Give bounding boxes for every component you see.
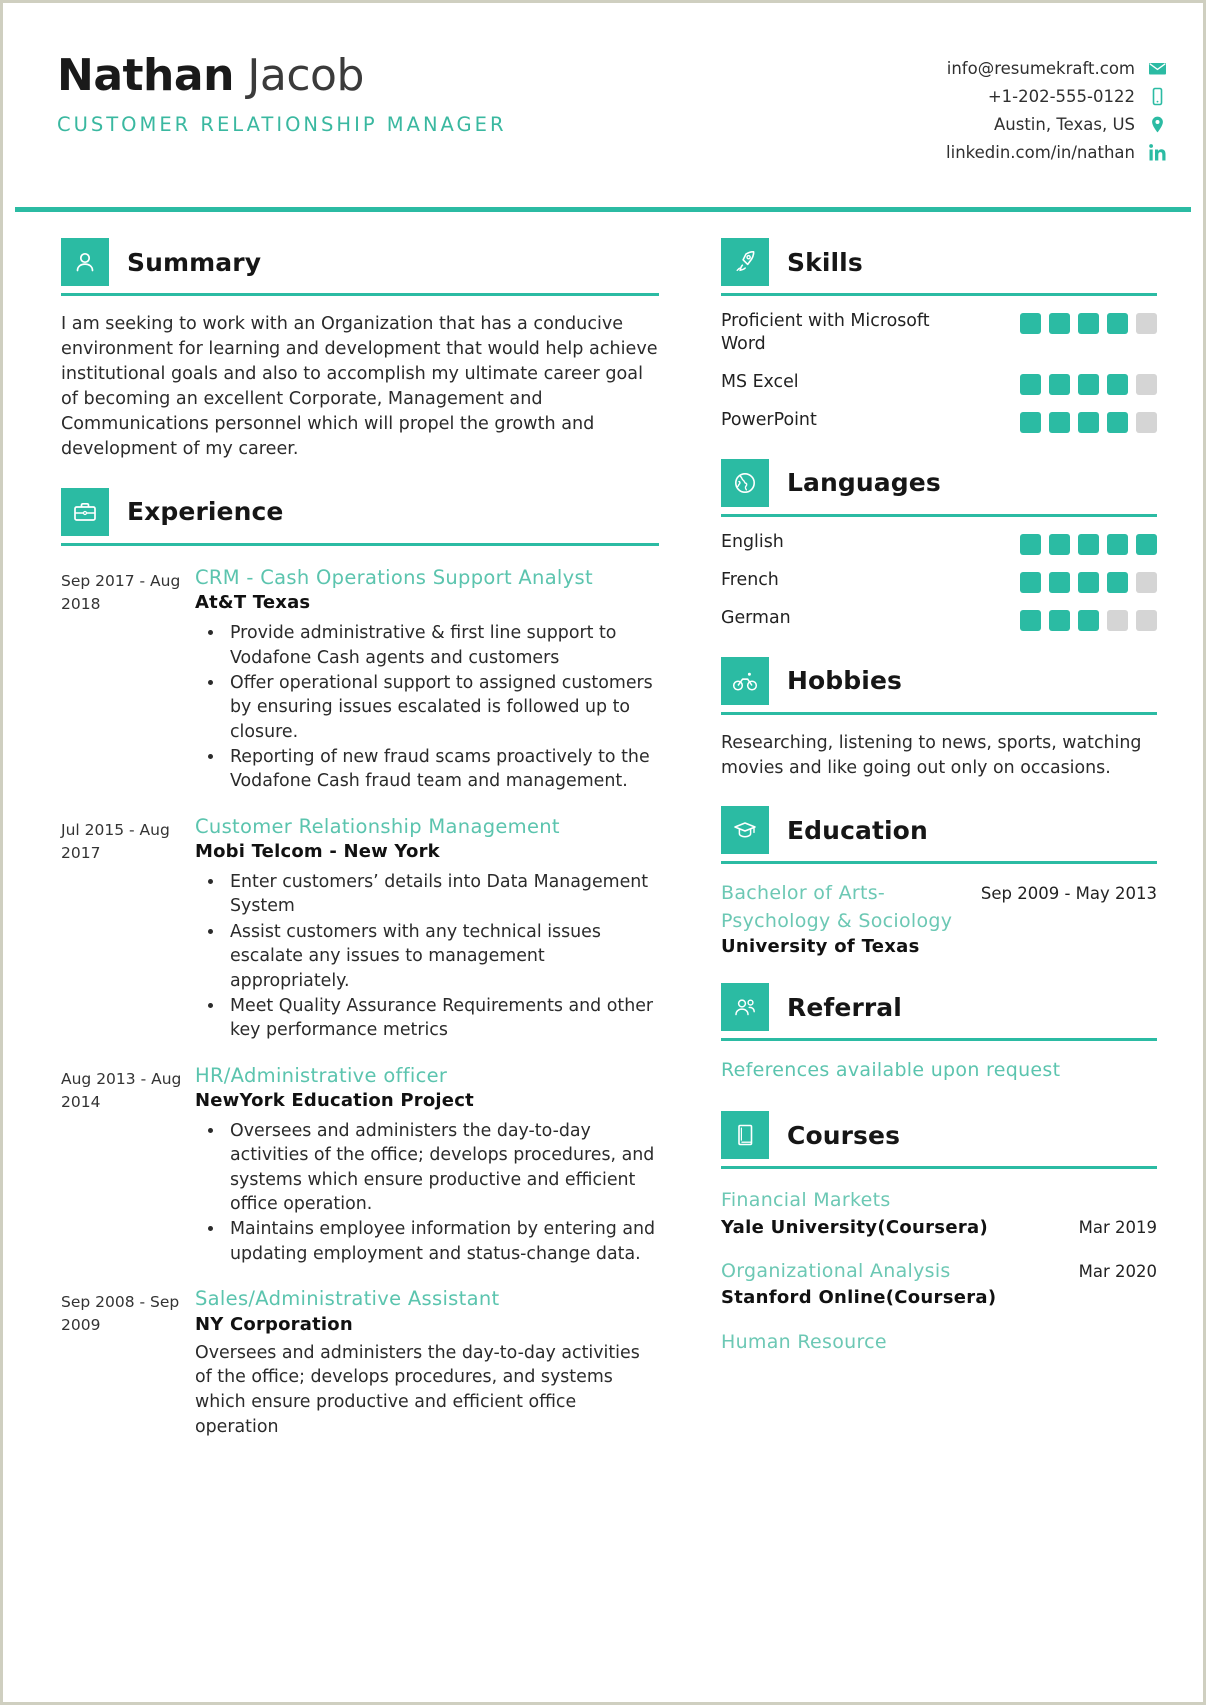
experience-item	[61, 815, 659, 1044]
skill-rating	[1020, 371, 1157, 395]
contact-email-value: info@resumekraft.com	[946, 59, 1135, 78]
resume-header	[3, 3, 1203, 200]
language-row	[721, 531, 1157, 555]
languages-header	[721, 459, 1157, 513]
experience-title: Experience	[127, 497, 284, 527]
section-languages	[721, 459, 1157, 631]
globe-icon	[721, 459, 769, 507]
experience-company: At&T Texas	[195, 592, 311, 614]
experience-company: Mobi Telcom - New York	[195, 841, 440, 863]
rating-square	[1020, 572, 1041, 593]
experience-body	[195, 1287, 659, 1439]
rating-square	[1136, 610, 1157, 631]
course-date: Mar 2020	[1078, 1262, 1157, 1282]
rating-square	[1049, 412, 1070, 433]
skills-rule	[721, 293, 1157, 296]
section-courses	[721, 1111, 1157, 1356]
summary-text: I am seeking to work with an Organization that has a conducive environment for learning and development that would help achieve institutional goals and also to accomplish my ultimate career goal of becoming an excellent Corporate, Management and Communications personnel which will propel the growth and development of my career.	[61, 314, 658, 459]
bicycle-icon	[721, 657, 769, 705]
experience-dates: Aug 2013 - Aug 2014	[61, 1069, 182, 1111]
experience-paragraph: Oversees and administers the day-to-day activities of the office; develops procedures, and systems which ensure productive and efficient office operation	[195, 1342, 640, 1437]
rating-square	[1020, 610, 1041, 631]
rating-square	[1136, 313, 1157, 334]
referral-text: References available upon request	[721, 1059, 1061, 1082]
experience-bullet: • Assist customers with any technical issues escalate any issues to management appropriately.	[225, 920, 659, 993]
experience-item	[61, 1064, 659, 1268]
course-item	[721, 1258, 1157, 1311]
experience-bullets	[225, 870, 659, 1043]
rating-square	[1107, 534, 1128, 555]
course-provider: Yale University(Coursera)	[721, 1216, 988, 1238]
rating-square	[1107, 572, 1128, 593]
languages-rule	[721, 514, 1157, 517]
experience-body	[195, 1064, 659, 1268]
rating-square	[1078, 374, 1099, 395]
contact-phone-value: +1-202-555-0122	[987, 87, 1135, 106]
resume-body	[3, 200, 1203, 1465]
rating-square	[1078, 610, 1099, 631]
section-education	[721, 806, 1157, 957]
course-provider: Stanford Online(Coursera)	[721, 1287, 997, 1309]
language-label: German	[721, 607, 791, 628]
rating-square	[1078, 572, 1099, 593]
skills-title: Skills	[787, 247, 863, 277]
experience-role: Customer Relationship Management	[195, 814, 560, 838]
experience-bullets	[225, 621, 659, 794]
languages-title: Languages	[787, 468, 941, 498]
skill-label: PowerPoint	[721, 409, 817, 430]
book-icon	[721, 1111, 769, 1159]
contact-location[interactable]	[994, 115, 1167, 134]
name-block	[57, 45, 507, 136]
experience-bullets	[225, 1119, 659, 1266]
rocket-icon	[721, 238, 769, 286]
course-name: Human Resource	[721, 1330, 887, 1353]
last-name: Jacob	[247, 50, 364, 101]
rating-square	[1078, 412, 1099, 433]
experience-body	[195, 566, 659, 795]
experience-dates: Sep 2008 - Sep 2009	[61, 1293, 180, 1335]
rating-square	[1107, 412, 1128, 433]
summary-rule	[61, 293, 659, 296]
experience-company: NY Corporation	[195, 1313, 353, 1335]
rating-square	[1049, 572, 1070, 593]
experience-bullet: • Oversees and administers the day-to-day activities of the office; develops procedures, and systems which ensure productive and efficient office operation.	[225, 1119, 659, 1216]
courses-rule	[721, 1166, 1157, 1169]
skill-rating	[1020, 310, 1157, 334]
experience-item	[61, 1287, 659, 1439]
contact-list	[946, 45, 1167, 162]
courses-title: Courses	[787, 1120, 901, 1150]
contact-phone[interactable]	[988, 87, 1167, 106]
rating-square	[1078, 313, 1099, 334]
experience-role: CRM - Cash Operations Support Analyst	[195, 565, 593, 589]
courses-header	[721, 1111, 1157, 1165]
experience-bullet: • Offer operational support to assigned customers by ensuring issues escalated is followed up to closure.	[225, 671, 659, 744]
rating-square	[1107, 374, 1128, 395]
language-rating	[1020, 569, 1157, 593]
hobbies-text: Researching, listening to news, sports, watching movies and like going out only on occasions.	[721, 732, 1142, 778]
education-top-row	[721, 880, 1157, 935]
experience-bullet: • Provide administrative & first line support to Vodafone Cash agents and customers	[225, 621, 659, 670]
experience-body	[195, 815, 659, 1044]
rating-square	[1136, 572, 1157, 593]
summary-header	[61, 238, 659, 292]
skill-label: MS Excel	[721, 371, 799, 392]
experience-dates: Jul 2015 - Aug 2017	[61, 820, 170, 862]
experience-dates: Sep 2017 - Aug 2018	[61, 571, 181, 614]
course-item	[721, 1187, 1157, 1240]
course-name: Organizational Analysis	[721, 1259, 951, 1282]
skill-rating	[1020, 409, 1157, 433]
contact-linkedin-value: linkedin.com/in/nathan	[946, 143, 1135, 162]
section-hobbies	[721, 657, 1157, 780]
skill-label: Proficient with Microsoft Word	[721, 311, 930, 355]
skills-header	[721, 238, 1157, 292]
rating-square	[1078, 534, 1099, 555]
rating-square	[1049, 313, 1070, 334]
experience-rule	[61, 543, 659, 546]
referral-header	[721, 983, 1157, 1037]
location-pin-icon	[1148, 115, 1167, 134]
left-column	[17, 238, 677, 1465]
language-row	[721, 569, 1157, 593]
course-item	[721, 1329, 1157, 1357]
phone-icon	[1148, 87, 1167, 106]
experience-role: HR/Administrative officer	[195, 1063, 448, 1087]
experience-bullet: • Maintains employee information by entering and updating employment and status-change data.	[225, 1217, 659, 1266]
rating-square	[1020, 412, 1041, 433]
experience-role: Sales/Administrative Assistant	[195, 1287, 500, 1311]
experience-bullet: • Enter customers’ details into Data Management System	[225, 870, 659, 919]
linkedin-icon	[1148, 143, 1167, 162]
skill-row	[721, 310, 1157, 357]
course-name: Financial Markets	[721, 1189, 891, 1212]
right-column	[677, 238, 1181, 1465]
rating-square	[1049, 534, 1070, 555]
people-icon	[721, 983, 769, 1031]
experience-company: NewYork Education Project	[195, 1089, 474, 1111]
referral-rule	[721, 1038, 1157, 1041]
course-date: Mar 2019	[1078, 1217, 1157, 1237]
graduation-cap-icon	[721, 806, 769, 854]
section-summary	[61, 238, 659, 462]
experience-header	[61, 488, 659, 542]
rating-square	[1049, 374, 1070, 395]
course-detail-row	[721, 1258, 1157, 1286]
rating-square	[1049, 610, 1070, 631]
full-name	[57, 50, 507, 101]
education-item	[721, 880, 1157, 957]
rating-square	[1107, 610, 1128, 631]
language-row	[721, 607, 1157, 631]
person-icon	[61, 238, 109, 286]
header-divider	[15, 207, 1191, 212]
rating-square	[1107, 313, 1128, 334]
summary-title: Summary	[127, 247, 262, 277]
language-label: English	[721, 531, 784, 552]
section-skills	[721, 238, 1157, 433]
language-rating	[1020, 607, 1157, 631]
section-referral	[721, 983, 1157, 1085]
rating-square	[1136, 534, 1157, 555]
first-name: Nathan	[57, 50, 234, 101]
hobbies-title: Hobbies	[787, 666, 902, 696]
contact-email[interactable]	[947, 59, 1167, 78]
section-experience	[61, 488, 659, 1440]
rating-square	[1020, 374, 1041, 395]
contact-location-value: Austin, Texas, US	[994, 115, 1135, 134]
education-degree: Bachelor of Arts-Psychology & Sociology	[721, 882, 953, 932]
education-title: Education	[787, 815, 928, 845]
experience-bullet: • Reporting of new fraud scams proactively to the Vodafone Cash fraud team and management.	[225, 745, 659, 794]
hobbies-header	[721, 657, 1157, 711]
email-icon	[1148, 59, 1167, 78]
experience-bullet: • Meet Quality Assurance Requirements and other key performance metrics	[225, 994, 659, 1043]
skill-row	[721, 409, 1157, 433]
education-date: Sep 2009 - May 2013	[980, 884, 1157, 904]
rating-square	[1020, 313, 1041, 334]
education-school: University of Texas	[721, 936, 920, 958]
hobbies-rule	[721, 712, 1157, 715]
education-header	[721, 806, 1157, 860]
rating-square	[1136, 412, 1157, 433]
referral-title: Referral	[787, 992, 902, 1022]
language-rating	[1020, 531, 1157, 555]
briefcase-icon	[61, 488, 109, 536]
job-title: CUSTOMER RELATIONSHIP MANAGER	[57, 113, 507, 137]
rating-square	[1020, 534, 1041, 555]
language-label: French	[721, 569, 779, 590]
skill-row	[721, 371, 1157, 395]
contact-linkedin[interactable]	[946, 143, 1167, 162]
experience-item	[61, 566, 659, 795]
course-detail-row	[721, 1215, 1157, 1240]
rating-square	[1136, 374, 1157, 395]
education-rule	[721, 861, 1157, 864]
